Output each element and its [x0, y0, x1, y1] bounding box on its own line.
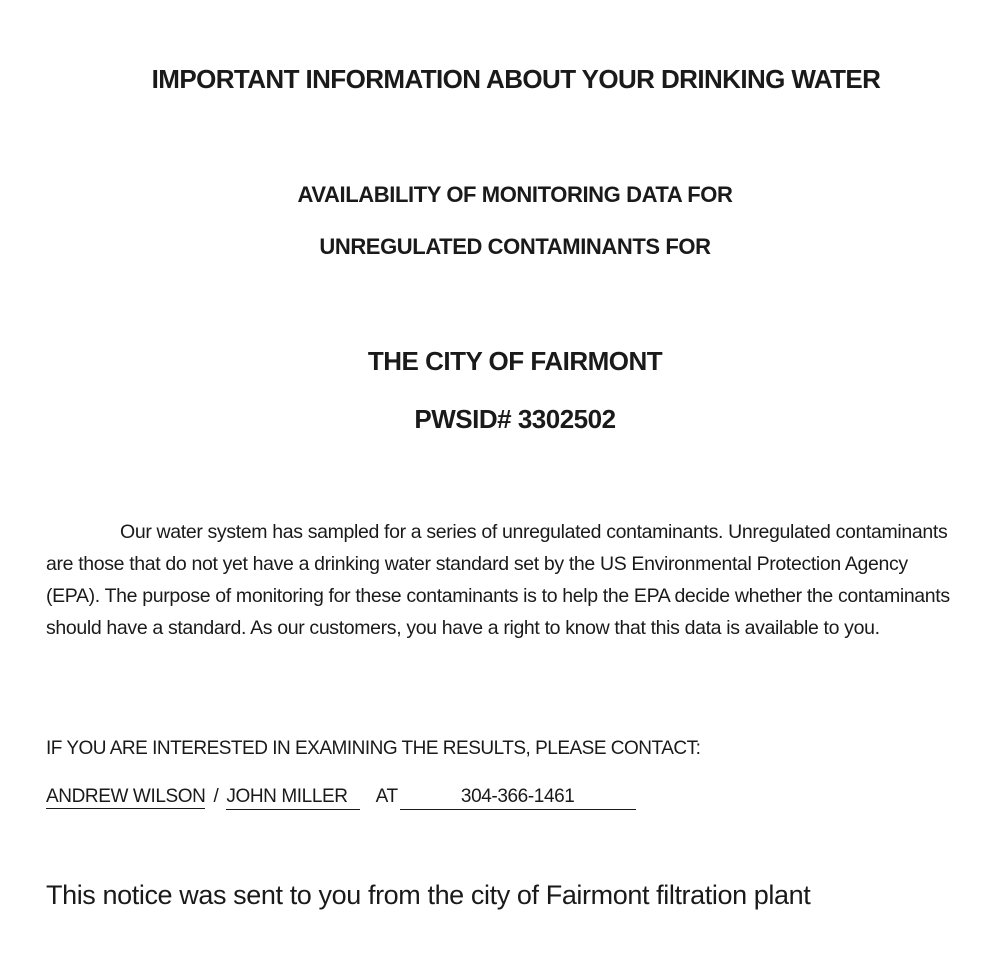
contact-line [46, 786, 636, 810]
contact-phone: 304-366-1461 [400, 786, 636, 810]
subtitle-line-2: UNREGULATED CONTAMINANTS FOR [319, 234, 711, 259]
contact-prompt: IF YOU ARE INTERESTED IN EXAMINING THE RESULTS, PLEASE CONTACT: [46, 738, 701, 759]
contact-name-2: JOHN MILLER [226, 786, 359, 810]
notice-title: IMPORTANT INFORMATION ABOUT YOUR DRINKING WATER [151, 64, 881, 94]
pwsid-number: PWSID# 3302502 [414, 404, 616, 434]
contact-at-label: AT [375, 786, 398, 807]
body-paragraph: Our water system has sampled for a series of unregulated contaminants. Unregulated contaminants are those that do not yet have a drinking water standard set by the US Environmental Protection Agency (EPA). The purpose of monitoring for these contaminants is to help the EPA decide whether the contaminants should have a standard. As our customers, you have a right to know that this data is available to you. [46, 521, 950, 639]
contact-name-1: ANDREW WILSON [46, 786, 206, 807]
system-name: THE CITY OF FAIRMONT [367, 346, 663, 376]
footer-note: This notice was sent to you from the city of Fairmont filtration plant [46, 880, 811, 910]
subtitle-line-1: AVAILABILITY OF MONITORING DATA FOR [297, 182, 733, 207]
contact-separator: / [213, 786, 219, 807]
